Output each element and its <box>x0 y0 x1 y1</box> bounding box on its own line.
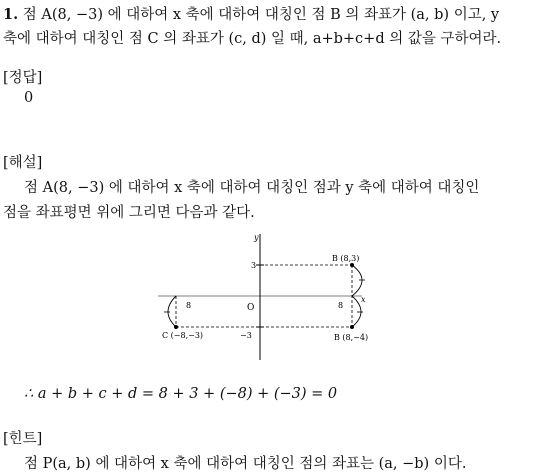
question-text-1: 점 A(8, −3) 에 대하여 x 축에 대하여 대칭인 점 B 의 좌표가 (a, b) 이고, y <box>22 7 500 23</box>
arc-right-top <box>352 265 362 296</box>
label-point-b-bottom: B (8,−4) <box>334 333 369 342</box>
point-b-bottom <box>350 325 354 329</box>
arc-left <box>168 296 176 327</box>
hint-line-1: 점 P(a, b) 에 대하여 x 축에 대하여 대칭인 점의 좌표는 (a, −b) 이다. <box>24 456 467 472</box>
answer-value: 0 <box>24 90 34 106</box>
coordinate-figure <box>150 228 380 364</box>
question-line-1 <box>3 3 499 24</box>
explanation-equation: ∴ a + b + c + d = 8 + 3 + (−8) + (−3) = 0 <box>24 386 338 402</box>
label-tick-3: 3 <box>251 261 257 270</box>
label-point-b-top: B (8,3) <box>332 254 360 263</box>
arc-right-bottom <box>352 296 361 327</box>
label-tick-neg3: −3 <box>240 331 252 340</box>
question-number: 1. <box>3 6 19 23</box>
label-y-axis: y <box>254 233 259 242</box>
point-c <box>174 325 178 329</box>
question-line-2: 축에 대하여 대칭인 점 C 의 좌표가 (c, d) 일 때, a+b+c+d 의 값을 구하여라. <box>3 31 502 47</box>
label-dist-right: 8 <box>338 301 344 310</box>
label-x-axis: x <box>361 295 366 304</box>
explanation-line-1: 점 A(8, −3) 에 대하여 x 축에 대하여 대칭인 점과 y 축에 대하여 대칭인 <box>24 180 480 196</box>
explanation-header: [해설] <box>3 155 43 171</box>
answer-header: [정답] <box>3 70 43 86</box>
label-dist-left: 8 <box>186 301 192 310</box>
explanation-line-2: 점을 좌표평면 위에 그리면 다음과 같다. <box>3 205 255 221</box>
hint-header: [힌트] <box>3 431 43 447</box>
label-origin: O <box>247 303 255 313</box>
label-point-c: C (−8,−3) <box>162 331 204 340</box>
point-b-top <box>350 263 354 267</box>
